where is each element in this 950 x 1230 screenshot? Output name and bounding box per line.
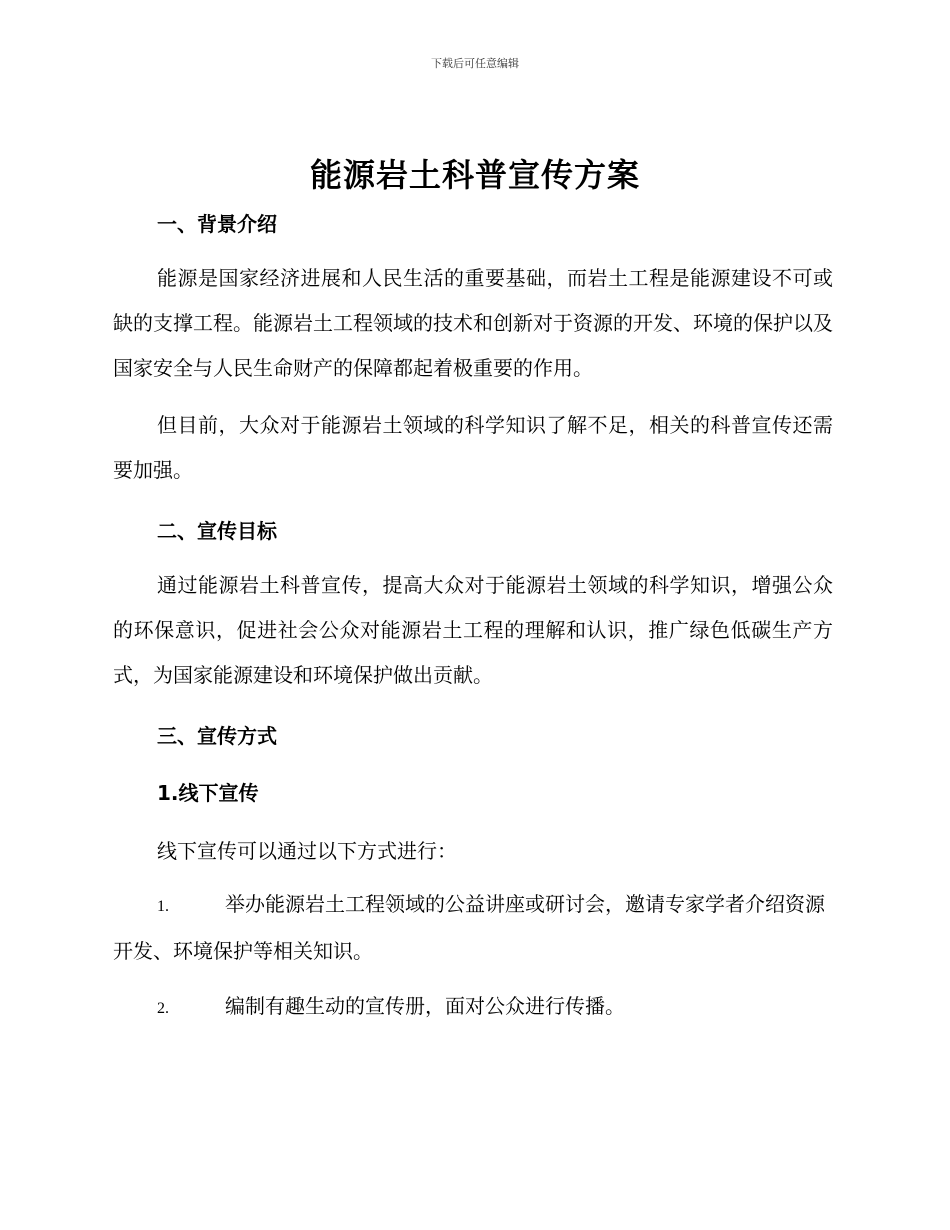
paragraph-background-2: 但目前，大众对于能源岩土领域的科学知识了解不足，相关的科普宣传还需要加强。 — [113, 413, 833, 482]
list-item-number: 2. — [157, 1000, 169, 1017]
paragraph-goals: 通过能源岩土科普宣传，提高大众对于能源岩土领域的科学知识，增强公众的环保意识，促进社会公众对能源岩土工程的理解和认识，推广绿色低碳生产方式，为国家能源建设和环境保护做出贡献。 — [113, 573, 833, 687]
section-heading-goals: 二、宣传目标 — [157, 519, 277, 543]
document-title: 能源岩土科普宣传方案 — [309, 156, 640, 194]
section-heading-background: 一、背景介绍 — [157, 212, 277, 236]
paragraph-offline-intro: 线下宣传可以通过以下方式进行： — [157, 839, 457, 863]
page-header-note: 下载后可任意编辑 — [431, 57, 519, 70]
list-item — [113, 882, 833, 974]
subsection-heading-offline: 1.线下宣传 — [157, 781, 259, 805]
list-item-text: 编制有趣生动的宣传册，面对公众进行传播。 — [225, 994, 625, 1018]
list-item-text: 举办能源岩土工程领域的公益讲座或研讨会，邀请专家学者介绍资源开发、环境保护等相关知识。 — [113, 892, 825, 963]
paragraph-background-1: 能源是国家经济进展和人民生活的重要基础，而岩土工程是能源建设不可或缺的支撑工程。能源岩土工程领域的技术和创新对于资源的开发、环境的保护以及国家安全与人民生命财产的保障都起着极重要的作用。 — [113, 266, 833, 380]
list-item — [113, 984, 833, 1031]
list-item-number: 1. — [157, 898, 169, 915]
section-heading-methods: 三、宣传方式 — [157, 724, 277, 748]
